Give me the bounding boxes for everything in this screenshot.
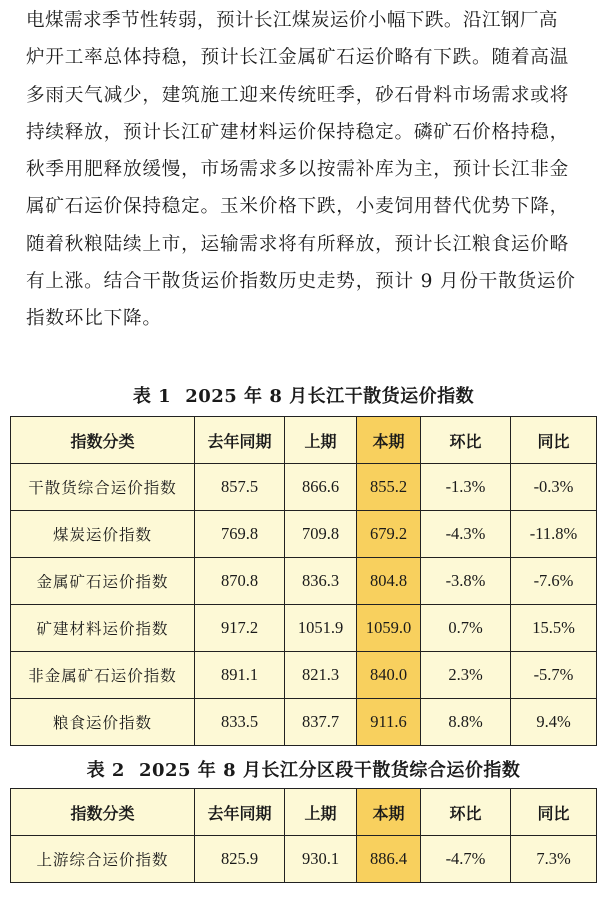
table2-caption xyxy=(0,756,607,782)
paragraph-line: 秋季用肥释放缓慢，市场需求多以按需补库为主，预计长江非金 xyxy=(26,159,570,181)
cell-current: 911.6 xyxy=(357,699,421,746)
cell-last-period: 821.3 xyxy=(285,652,357,699)
cell-prev-year: 769.8 xyxy=(195,511,285,558)
table-row xyxy=(11,464,597,511)
table-row xyxy=(11,511,597,558)
table2 xyxy=(10,788,597,883)
table1 xyxy=(10,416,597,746)
cell-category: 干散货综合运价指数 xyxy=(11,464,195,511)
cell-prev-year: 870.8 xyxy=(195,558,285,605)
table-row xyxy=(11,558,597,605)
header-mom: 环比 xyxy=(421,417,511,464)
header-last-period: 上期 xyxy=(285,417,357,464)
header-prev-year: 去年同期 xyxy=(195,417,285,464)
cell-mom: -4.3% xyxy=(421,511,511,558)
cell-mom: 8.8% xyxy=(421,699,511,746)
cell-last-period: 709.8 xyxy=(285,511,357,558)
cell-last-period: 1051.9 xyxy=(285,605,357,652)
cell-mom: 2.3% xyxy=(421,652,511,699)
paragraph-line: 随着秋粮陆续上市，运输需求将有所释放，预计长江粮食运价略 xyxy=(26,233,570,255)
header-yoy: 同比 xyxy=(511,789,597,836)
cell-last-period: 866.6 xyxy=(285,464,357,511)
table2-caption-title: 2025 年 8 月长江分区段干散货综合运价指数 xyxy=(138,760,521,781)
table-row xyxy=(11,605,597,652)
cell-current: 886.4 xyxy=(357,836,421,883)
table1-caption-number: 表 1 xyxy=(132,386,172,407)
header-current-period: 本期 xyxy=(357,417,421,464)
cell-yoy: 15.5% xyxy=(511,605,597,652)
paragraph-line: 持续释放，预计长江矿建材料运价保持稳定。磷矿石价格持稳， xyxy=(26,121,570,143)
table1-header-row xyxy=(11,417,597,464)
table1-caption-title: 2025 年 8 月长江干散货运价指数 xyxy=(185,386,475,407)
cell-mom: 0.7% xyxy=(421,605,511,652)
cell-current: 804.8 xyxy=(357,558,421,605)
cell-yoy: -0.3% xyxy=(511,464,597,511)
cell-yoy: -5.7% xyxy=(511,652,597,699)
cell-category: 金属矿石运价指数 xyxy=(11,558,195,605)
table-row xyxy=(11,699,597,746)
table2-header-row xyxy=(11,789,597,836)
paragraph-line: 炉开工率总体持稳，预计长江金属矿石运价略有下跌。随着高温 xyxy=(26,47,570,69)
header-mom: 环比 xyxy=(421,789,511,836)
cell-mom: -4.7% xyxy=(421,836,511,883)
header-yoy: 同比 xyxy=(511,417,597,464)
header-category: 指数分类 xyxy=(11,789,195,836)
cell-mom: -1.3% xyxy=(421,464,511,511)
header-prev-year: 去年同期 xyxy=(195,789,285,836)
cell-category: 上游综合运价指数 xyxy=(11,836,195,883)
cell-category: 非金属矿石运价指数 xyxy=(11,652,195,699)
paragraph-line: 多雨天气减少，建筑施工迎来传统旺季，砂石骨料市场需求或将 xyxy=(26,84,570,106)
paragraph-line: 电煤需求季节性转弱，预计长江煤炭运价小幅下跌。沿江钢厂高 xyxy=(26,10,558,31)
cell-yoy: 7.3% xyxy=(511,836,597,883)
cell-current: 840.0 xyxy=(357,652,421,699)
cell-prev-year: 857.5 xyxy=(195,464,285,511)
header-last-period: 上期 xyxy=(285,789,357,836)
cell-category: 煤炭运价指数 xyxy=(11,511,195,558)
cell-category: 矿建材料运价指数 xyxy=(11,605,195,652)
cell-prev-year: 917.2 xyxy=(195,605,285,652)
header-current-period: 本期 xyxy=(357,789,421,836)
cell-last-period: 836.3 xyxy=(285,558,357,605)
cell-yoy: 9.4% xyxy=(511,699,597,746)
body-paragraph xyxy=(26,2,586,338)
cell-prev-year: 891.1 xyxy=(195,652,285,699)
cell-mom: -3.8% xyxy=(421,558,511,605)
table-row xyxy=(11,836,597,883)
cell-category: 粮食运价指数 xyxy=(11,699,195,746)
cell-prev-year: 833.5 xyxy=(195,699,285,746)
cell-yoy: -11.8% xyxy=(511,511,597,558)
table-row xyxy=(11,652,597,699)
cell-current: 1059.0 xyxy=(357,605,421,652)
paragraph-line: 有上涨。结合干散货运价指数历史走势，预计 9 月份干散货运价 xyxy=(26,271,576,293)
cell-last-period: 930.1 xyxy=(285,836,357,883)
cell-current: 679.2 xyxy=(357,511,421,558)
cell-prev-year: 825.9 xyxy=(195,836,285,883)
table2-caption-number: 表 2 xyxy=(86,760,125,781)
header-category: 指数分类 xyxy=(11,417,195,464)
cell-yoy: -7.6% xyxy=(511,558,597,605)
paragraph-line: 属矿石运价保持稳定。玉米价格下跌，小麦饲用替代优势下降， xyxy=(26,196,570,218)
table1-caption xyxy=(0,382,607,408)
paragraph-line: 指数环比下降。 xyxy=(26,308,162,330)
cell-current: 855.2 xyxy=(357,464,421,511)
cell-last-period: 837.7 xyxy=(285,699,357,746)
